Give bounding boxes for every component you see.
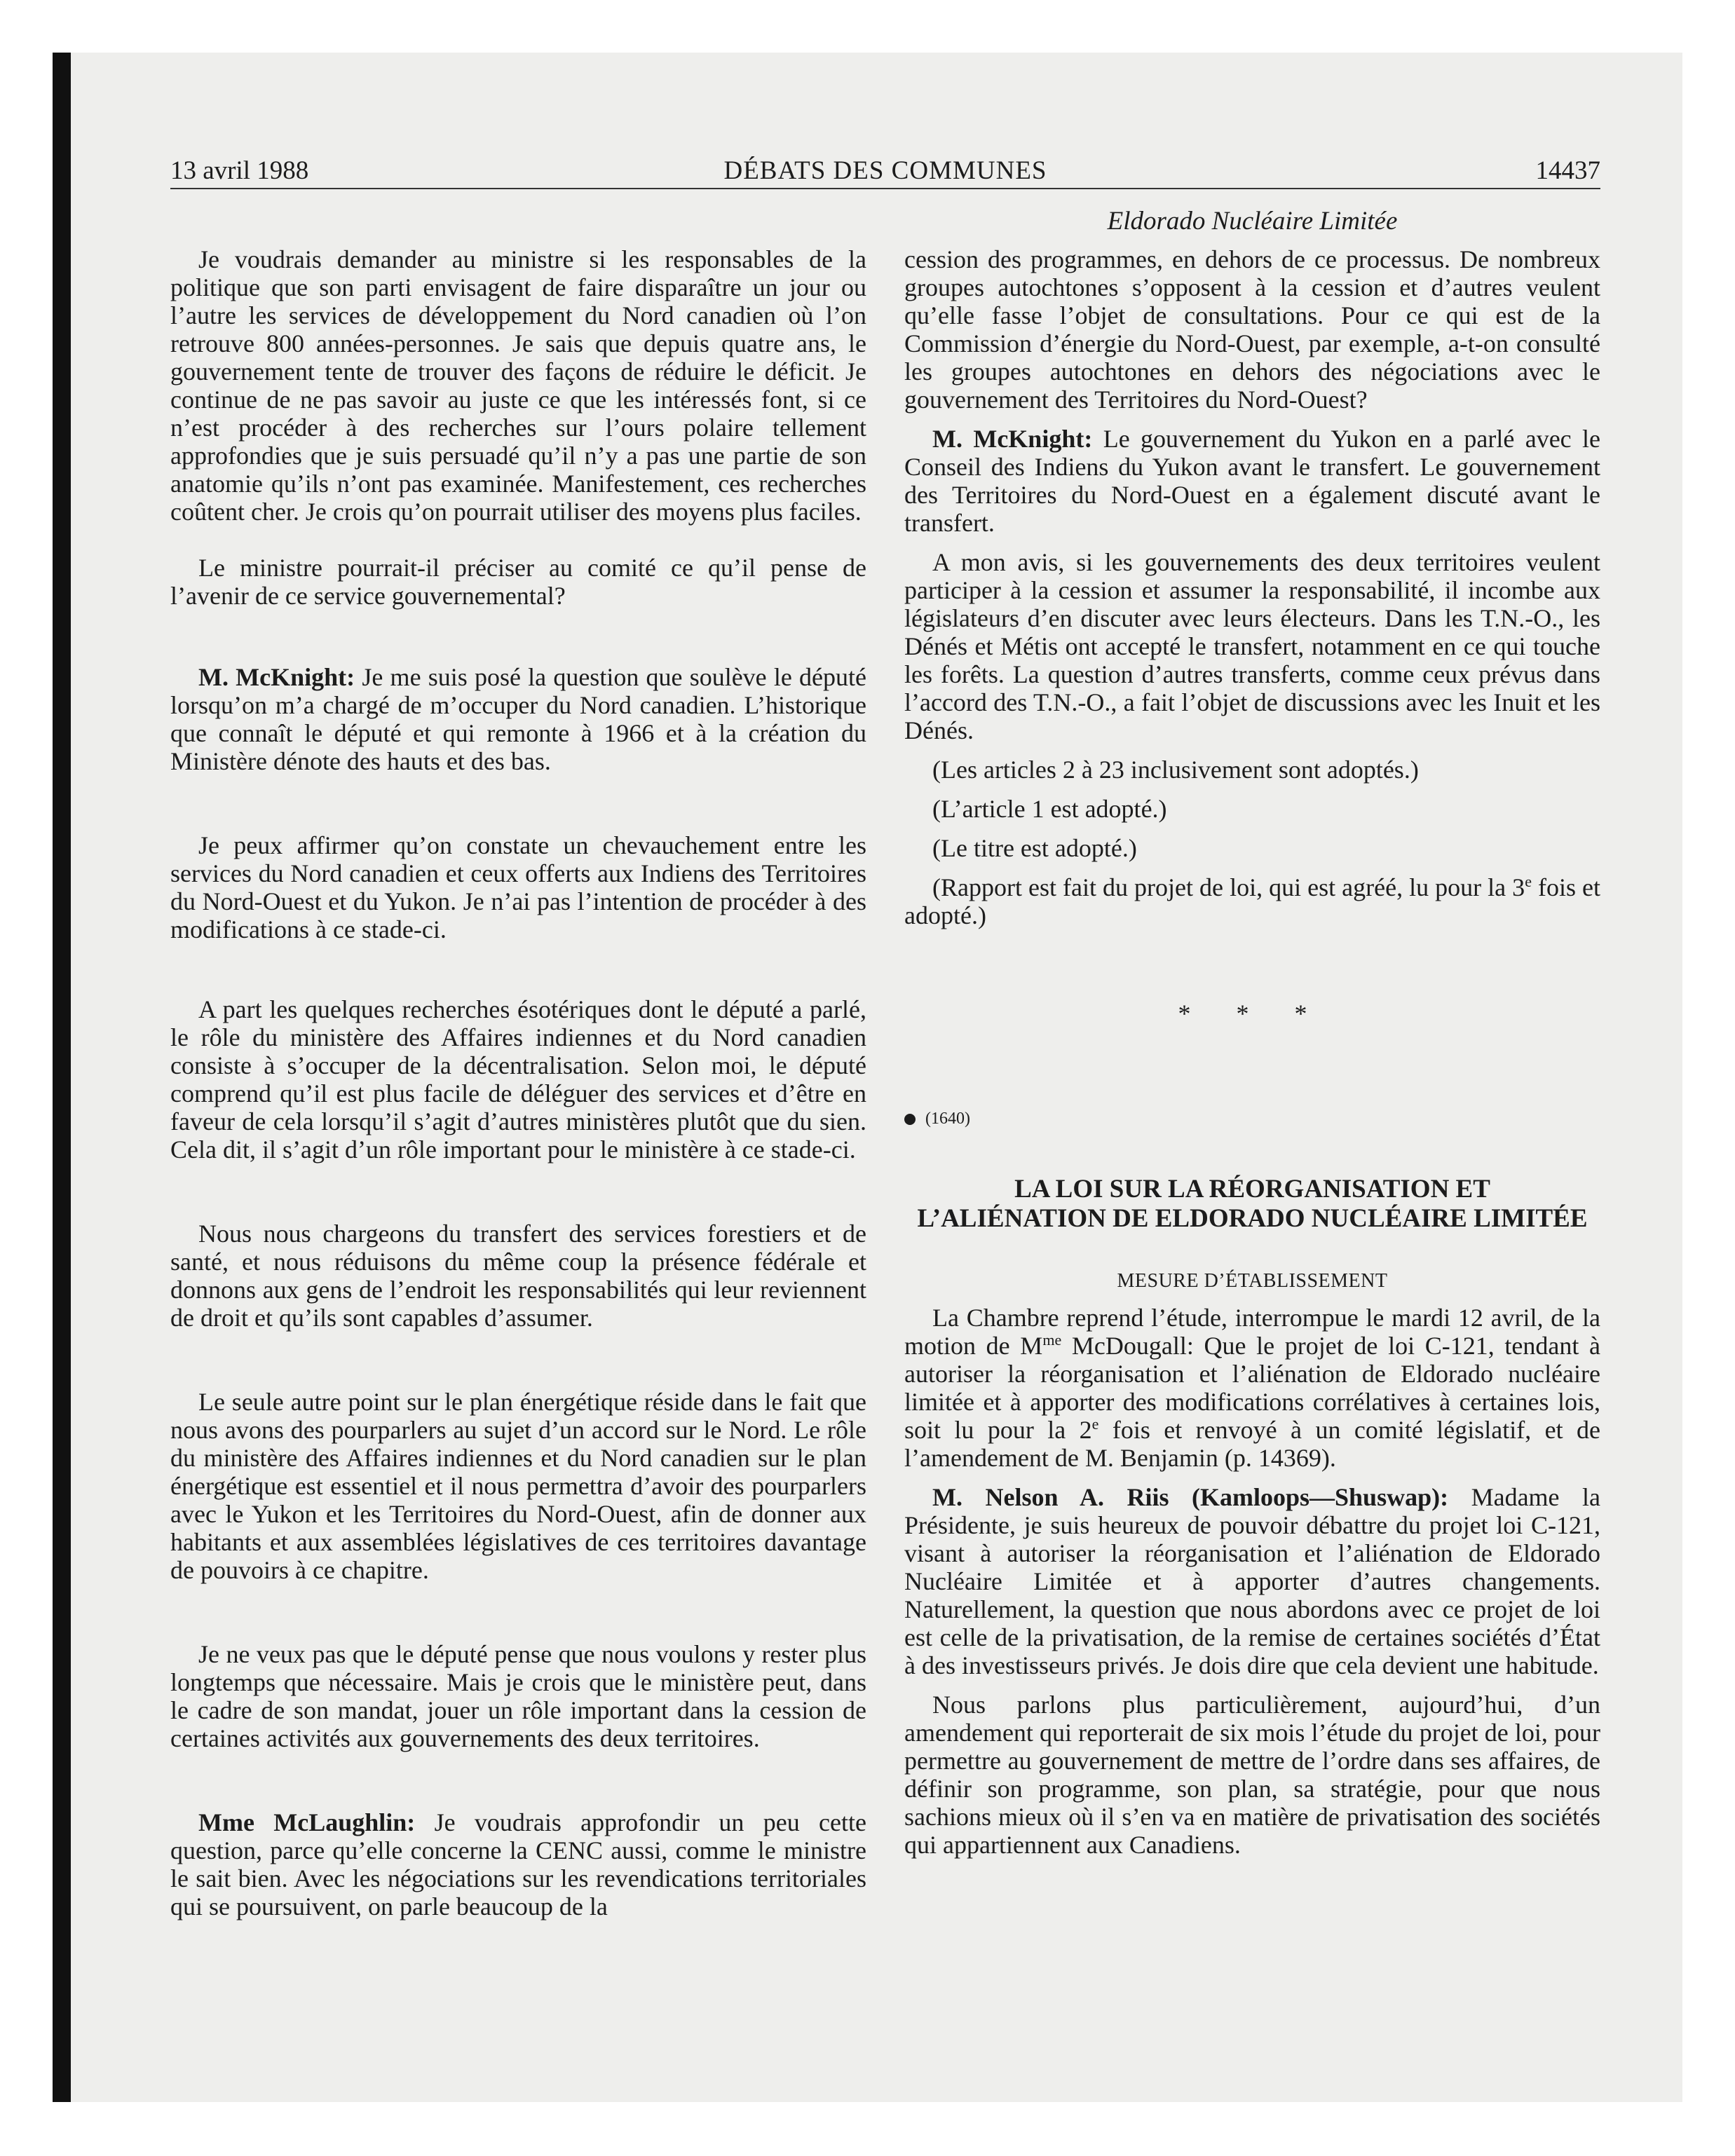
speaker-name: M. McKnight: [198,663,355,691]
bullet-icon [904,1114,916,1125]
paragraph: Le seule autre point sur le plan énergétique réside dans le fait que nous avons des pourparlers au sujet d’un accord sur le Nord. Le rôle du ministère des Affaires indiennes et du Nord canadien sur le plan énergétique est essentiel et il nous permettra d’avoir des pourparlers avec le Yukon et les Territoires du Nord-Ouest, afin de donner aux habitants et aux assemblées législatives de ces territoires davantage de pouvoirs à ce chapitre. [170,1388,866,1584]
running-title: Eldorado Nucléaire Limitée [1107,207,1398,236]
note-text: fois et adopté.) [904,873,1600,929]
note-text: (Rapport est fait du projet de loi, qui est agréé, lu pour la 3 [932,873,1525,901]
paragraph: Je ne veux pas que le député pense que nous voulons y rester plus longtemps que nécessaire. Mais je crois que le ministère peut, dans le cadre de son mandat, jouer un rôle important dans la cession de certaines activités aux gouvernements des deux territoires. [170,1640,866,1752]
page-number: 14437 [1535,156,1600,185]
speech-text: Madame la Présidente, je suis heureux de pouvoir débattre du projet loi C-121, visant à autoriser la réorganisation et l’aliénation de Eldorado Nucléaire Limitée et à apporter d’autres changements. Naturellement, la question que nous abordons avec ce projet de loi est celle de la privatisation, de la remise de certaines sociétés d’État à des investisseurs privés. Je dois dire que cela devient une habitude. [904,1483,1601,1679]
speaker-name: Mme McLaughlin: [198,1808,416,1836]
section-title-line: LA LOI SUR LA RÉORGANISATION ET [1014,1175,1490,1203]
header-title: DÉBATS DES COMMUNES [723,156,1047,185]
page-header [170,153,1600,189]
superscript: e [1525,873,1532,890]
speech-text: Je voudrais approfondir un peu cette question, parce qu’elle concerne la CENC aussi, comme le ministre le sait bien. Avec les négociations sur les revendications territoriales qui se poursuivent, on parle beaucoup de la [170,1808,866,1920]
paragraph-text: McDougall: Que le projet de loi C-121, tendant à autoriser la réorganisation et l’aliénation de Eldorado nucléaire limitée et à apporter des modifications corrélatives à certaines lois, soit lu pour la 2 [904,1332,1600,1444]
binding-edge [53,53,71,2102]
paragraph [904,1304,1600,1472]
right-column [904,245,1600,1870]
procedural-note: (Le titre est adopté.) [932,834,1137,862]
speech-text: Le gouvernement du Yukon en a parlé avec le Conseil des Indiens du Yukon avant le transfert. Le gouvernement des Territoires du Nord-Ouest en a également discuté avant le transfert. [904,425,1601,537]
superscript: me [1042,1331,1062,1349]
paragraph: A mon avis, si les gouvernements des deux territoires veulent participer à la cession et assumer la responsabilité, il incombe aux législateurs d’en discuter avec leurs électeurs. Dans les T.N.-O., les Dénés et Métis ont accepté le transfert, notamment en ce qui touche les forêts. La question d’autres transferts, comme ceux prévus dans l’accord des T.N.-O., a fait l’objet de discussions avec les Inuit et les Dénés. [904,548,1600,744]
paragraph: Nous parlons plus particulièrement, aujourd’hui, d’un amendement qui reporterait de six mois l’étude du projet de loi, pour permettre au gouvernement de mettre de l’ordre dans ses affaires, de définir son programme, son plan, sa stratégie, pour que nous sachions mieux où il s’en va en matière de privatisation des sociétés qui appartiennent aux Canadiens. [904,1691,1600,1859]
paragraph-text: fois et renvoyé à un comité législatif, et de l’amendement de M. Benjamin (p. 14369). [904,1416,1601,1472]
paragraph: Nous nous chargeons du transfert des services forestiers et de santé, et nous réduisons du même coup la présence fédérale et donnons aux gens de l’endroit les responsabilités qui leur reviennent de droit et qu’ils sont capables d’assumer. [170,1220,866,1332]
paragraph [170,663,866,775]
header-date: 13 avril 1988 [170,156,309,185]
paragraph: Je voudrais demander au ministre si les responsables de la politique que son parti envisagent de faire disparaître un jour ou l’autre les services de développement du Nord canadien où l’on retrouve 800 années-personnes. Je sais que depuis quatre ans, le gouvernement tente de trouver des façons de réduire le déficit. Je continue de ne pas savoir au juste ce que les intéressés font, si ce n’est procéder à des recherches sur l’ours polaire tellement approfondies que je suis persuadé qu’il n’y a pas une partie de son anatomie qu’ils n’ont pas examinée. Manifestement, ces recherches coûtent cher. Je crois qu’on pourrait utiliser des moyens plus faciles. [170,245,866,526]
paragraph: cession des programmes, en dehors de ce processus. De nombreux groupes autochtones s’opposent à la cession et d’autres veulent qu’elle fasse l’objet de consultations. Pour ce qui est de la Commission d’énergie du Nord-Ouest, par exemple, a-t-on consulté les groupes autochtones en dehors des négociations avec le gouvernement des Territoires du Nord-Ouest? [904,245,1600,414]
speaker-name: M. McKnight: [932,425,1093,453]
paragraph-text: La Chambre reprend l’étude, interrompue le mardi 12 avril, de la motion de M [904,1304,1600,1360]
subsection-title: MESURE D’ÉTABLISSEMENT [1117,1270,1388,1292]
timestamp-text: (1640) [925,1110,970,1128]
speech-text: Je me suis posé la question que soulève le député lorsqu’on m’a chargé de m’occuper du Nord canadien. L’historique que connaît le député et qui remonte à 1966 et à la création du Ministère dénote des hauts et des bas. [170,663,867,775]
section-title-line: L’ALIÉNATION DE ELDORADO NUCLÉAIRE LIMITÉE [917,1204,1588,1233]
left-column [170,245,866,1949]
procedural-note: (Les articles 2 à 23 inclusivement sont adoptés.) [932,756,1419,784]
paragraph [170,1808,866,1920]
speaker-name: M. Nelson A. Riis (Kamloops—Shuswap): [932,1483,1449,1511]
paragraph: A part les quelques recherches ésotériques dont le député a parlé, le rôle du ministère des Affaires indiennes et du Nord canadien consiste à s’occuper de la décentralisation. Selon moi, le député comprend qu’il est plus facile de déléguer des services et d’être en faveur de cela lorsqu’il s’agit d’autres ministères plutôt que du sien. Cela dit, il s’agit d’un rôle important pour le ministère à ce stade-ci. [170,995,866,1164]
section-separator: * * * [1178,999,1327,1028]
header-rule [170,188,1600,189]
paragraph: Je peux affirmer qu’on constate un chevauchement entre les services du Nord canadien et ceux offerts aux Indiens des Territoires du Nord-Ouest et du Yukon. Je n’ai pas l’intention de procéder à des modifications à ce stade-ci. [170,831,866,943]
paragraph [904,1483,1600,1679]
timestamp [904,1105,1600,1133]
paragraph: Le ministre pourrait-il préciser au comité ce qu’il pense de l’avenir de ce service gouvernemental? [170,554,866,610]
section-title [904,1175,1600,1234]
superscript: e [1091,1415,1099,1433]
procedural-note: (L’article 1 est adopté.) [932,795,1167,823]
procedural-note [904,873,1600,929]
paragraph [904,425,1600,537]
